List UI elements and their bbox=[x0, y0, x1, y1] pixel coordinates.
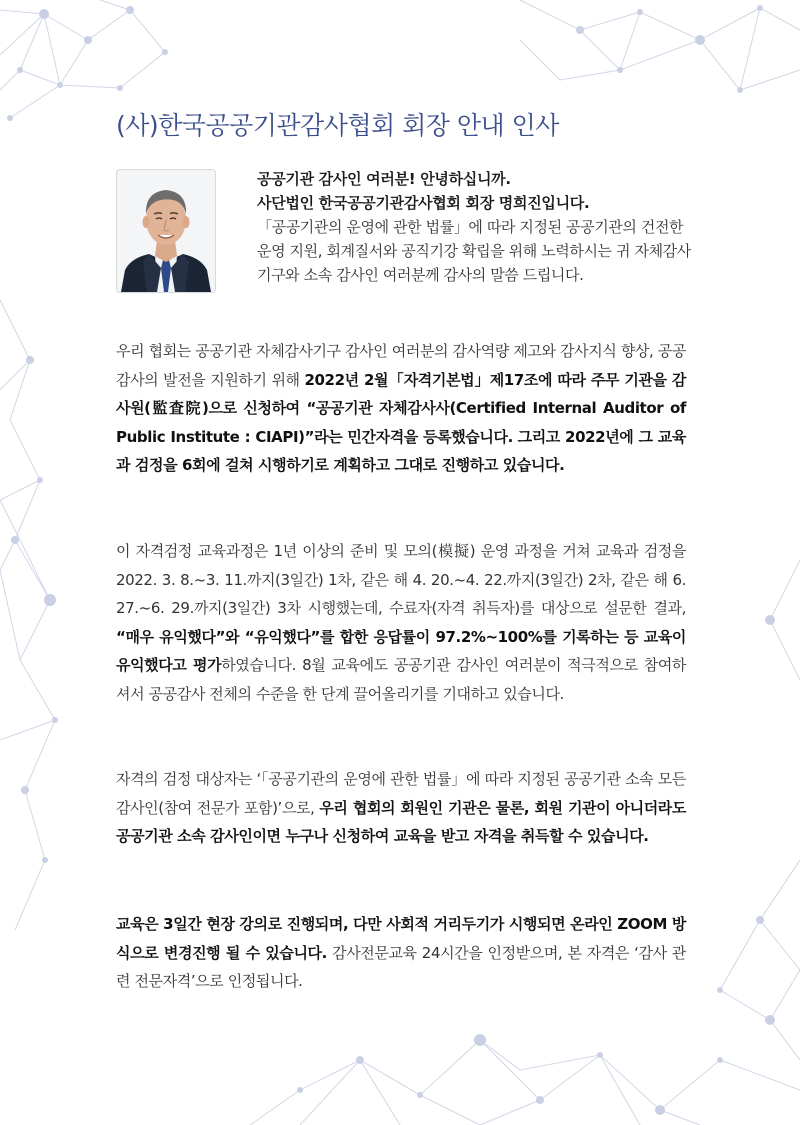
intro-body: 「공공기관의 운영에 관한 법률」에 따라 지정된 공공기관의 건전한 운영 지원, 회계질서와 공직기강 확립을 위해 노력하시는 귀 자체감사기구와 소속 감사인 여러분께 감사의 말씀 드립니다. bbox=[257, 218, 691, 284]
paragraph-bold: 우리 협회의 회원인 기관은 물론, 회원 기관이 아니더라도 공공기관 소속 감사인이면 누구나 신청하여 교육을 받고 자격을 취득할 수 있습니다. bbox=[116, 798, 686, 845]
paragraph-education-format bbox=[116, 910, 686, 996]
paragraph-text: 하였습니다. 8월 교육에도 공공기관 감사인 여러분이 적극적으로 참여하셔서 공공감사 전체의 수준을 한 단계 끌어올리기를 기대하고 있습니다. bbox=[116, 656, 687, 703]
page-title: (사)한국공공기관감사협회 회장 안내 인사 bbox=[116, 111, 559, 140]
greeting-line-2: 사단법인 한국공공기관감사협회 회장 명희진입니다. bbox=[257, 194, 590, 212]
paragraph-eligibility bbox=[116, 765, 686, 851]
greeting-line-1: 공공기관 감사인 여러분! 안녕하십니까. bbox=[257, 170, 511, 188]
intro-section bbox=[257, 167, 697, 287]
paragraph-bold: “매우 유익했다”와 “유익했다”를 합한 응답률이 97.2%~100%를 기록하는 등 교육이 유익했다고 평가 bbox=[116, 627, 686, 674]
paragraph-text: 감사전문교육 24시간을 인정받으며, 본 자격은 ‘감사 관련 전문자격’으로 인정됩니다. bbox=[116, 943, 686, 990]
paragraph-course-results bbox=[116, 537, 686, 708]
president-portrait bbox=[116, 169, 216, 293]
paragraph-text: 이 자격검정 교육과정은 1년 이상의 준비 및 모의(模擬) 운영 과정을 거쳐 교육과 검정을 2022. 3. 8.~3. 11.까지(3일간) 1차, 같은 해 4. 20.~4. 22.까지(3일간) 2차, 같은 해 6. 27.~6. 29.까지(3일간) 3차 시행했는데, 수료자(자격 취득자)를 대상으로 설문한 결과, bbox=[116, 542, 686, 617]
paragraph-registration bbox=[116, 337, 686, 480]
paragraph-bold: 2022년 2월「자격기본법」제17조에 따라 주무 기관을 감사원(監査院)으로 신청하여 “공공기관 자체감사사(Certified Internal Auditor of Public Institute : CIAPI)”라는 민간자격을 등록했습니다. bbox=[116, 370, 686, 446]
paragraph-bold: 그리고 2022년에 그 교육과 검정을 6회에 걸쳐 시행하기로 계획하고 그대로 진행하고 있습니다. bbox=[116, 427, 686, 474]
paragraph-text: 우리 협회는 공공기관 자체감사기구 감사인 여러분의 감사역량 제고와 감사지식 향상, 공공감사의 발전을 지원하기 위해 bbox=[116, 342, 686, 389]
paragraph-bold: 교육은 3일간 현장 강의로 진행되며, 다만 사회적 거리두기가 시행되면 온라인 ZOOM 방식으로 변경진행 될 수 있습니다. bbox=[116, 915, 686, 962]
portrait-image bbox=[117, 170, 215, 292]
paragraph-text: 자격의 검정 대상자는 ‘「공공기관의 운영에 관한 법률」에 따라 지정된 공공기관 소속 모든 감사인(참여 전문가 포함)’으로, bbox=[116, 770, 686, 817]
